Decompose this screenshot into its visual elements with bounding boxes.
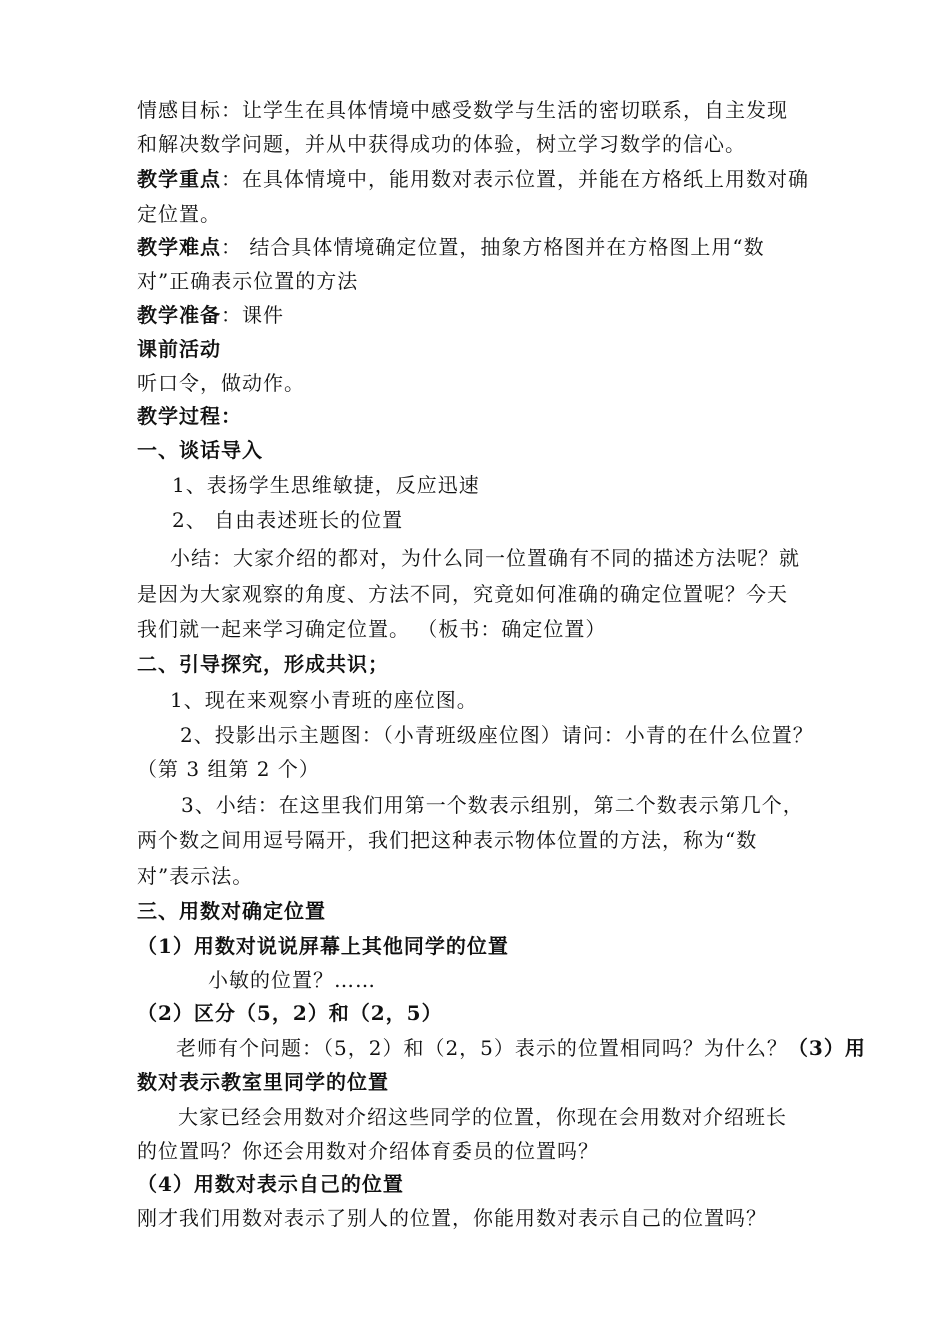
key-point-label: 教学重点 [137,167,221,191]
list-item: 1、表扬学生思维敏捷，反应迅速 [172,473,480,497]
difficulty-label: 教学难点 [137,235,221,259]
emotion-goal-line: 情感目标：让学生在具体情境中感受数学与生活的密切联系，自主发现 [137,98,788,122]
list-item-continuation: 两个数之间用逗号隔开，我们把这种表示物体位置的方法，称为“数 [137,828,758,852]
subsection-2-text [176,1035,866,1061]
subsection-2-heading: （2）区分（5，2）和（2，5） [137,1001,443,1025]
key-point-text: ：在具体情境中，能用数对表示位置，并能在方格纸上用数对确 [221,167,809,191]
preparation-text: ：课件 [221,303,284,327]
subsection-3-heading-start: （3）用 [787,1036,866,1060]
summary-line-3: 我们就一起来学习确定位置。 （板书：确定位置） [137,617,607,641]
list-item-continuation: （第 3 组第 2 个） [137,757,320,781]
key-point-line-2: 定位置。 [137,202,221,226]
subsection-4-heading: （4）用数对表示自己的位置 [137,1172,404,1196]
preparation-label: 教学准备 [137,303,221,327]
subsection-3-text: 大家已经会用数对介绍这些同学的位置，你现在会用数对介绍班长 [178,1105,787,1129]
key-point-line [137,166,809,192]
subsection-3-text-2: 的位置吗？你还会用数对介绍体育委员的位置吗？ [137,1139,599,1163]
section-2-heading: 二、引导探究，形成共识； [137,652,389,676]
pre-class-text: 听口令，做动作。 [137,371,305,395]
section-1-heading: 一、谈话导入 [137,438,263,462]
emotion-goal-line-2: 和解决数学问题，并从中获得成功的体验，树立学习数学的信心。 [137,132,746,156]
pre-class-heading: 课前活动 [137,337,221,361]
subsection-3-heading-end: 数对表示教室里同学的位置 [137,1070,389,1094]
list-item: 1、现在来观察小青班的座位图。 [170,688,478,712]
difficulty-line [137,234,765,260]
summary-line-2: 是因为大家观察的角度、方法不同，究竟如何准确的确定位置呢？今天 [137,582,788,606]
list-item: 2、投影出示主题图：（小青班级座位图）请问：小青的在什么位置？ [180,723,814,747]
difficulty-line-2: 对”正确表示位置的方法 [137,269,359,293]
difficulty-text: ： 结合具体情境确定位置，抽象方格图并在方格图上用“数 [221,235,765,259]
subsection-1-text: 小敏的位置？…… [208,968,376,992]
preparation-line [137,302,284,328]
list-item-continuation: 对”表示法。 [137,864,254,888]
process-heading: 教学过程： [137,404,242,428]
summary-line: 小结：大家介绍的都对，为什么同一位置确有不同的描述方法呢？就 [170,546,800,570]
list-item: 2、 自由表述班长的位置 [172,508,404,532]
list-item: 3、小结：在这里我们用第一个数表示组别，第二个数表示第几个， [181,793,804,817]
subsection-4-text: 刚才我们用数对表示了别人的位置，你能用数对表示自己的位置吗？ [137,1206,767,1230]
section-3-heading: 三、用数对确定位置 [137,899,326,923]
subsection-2-question: 老师有个问题：（5，2）和（2，5）表示的位置相同吗？为什么？ [176,1036,788,1060]
subsection-1-heading: （1）用数对说说屏幕上其他同学的位置 [137,934,509,958]
